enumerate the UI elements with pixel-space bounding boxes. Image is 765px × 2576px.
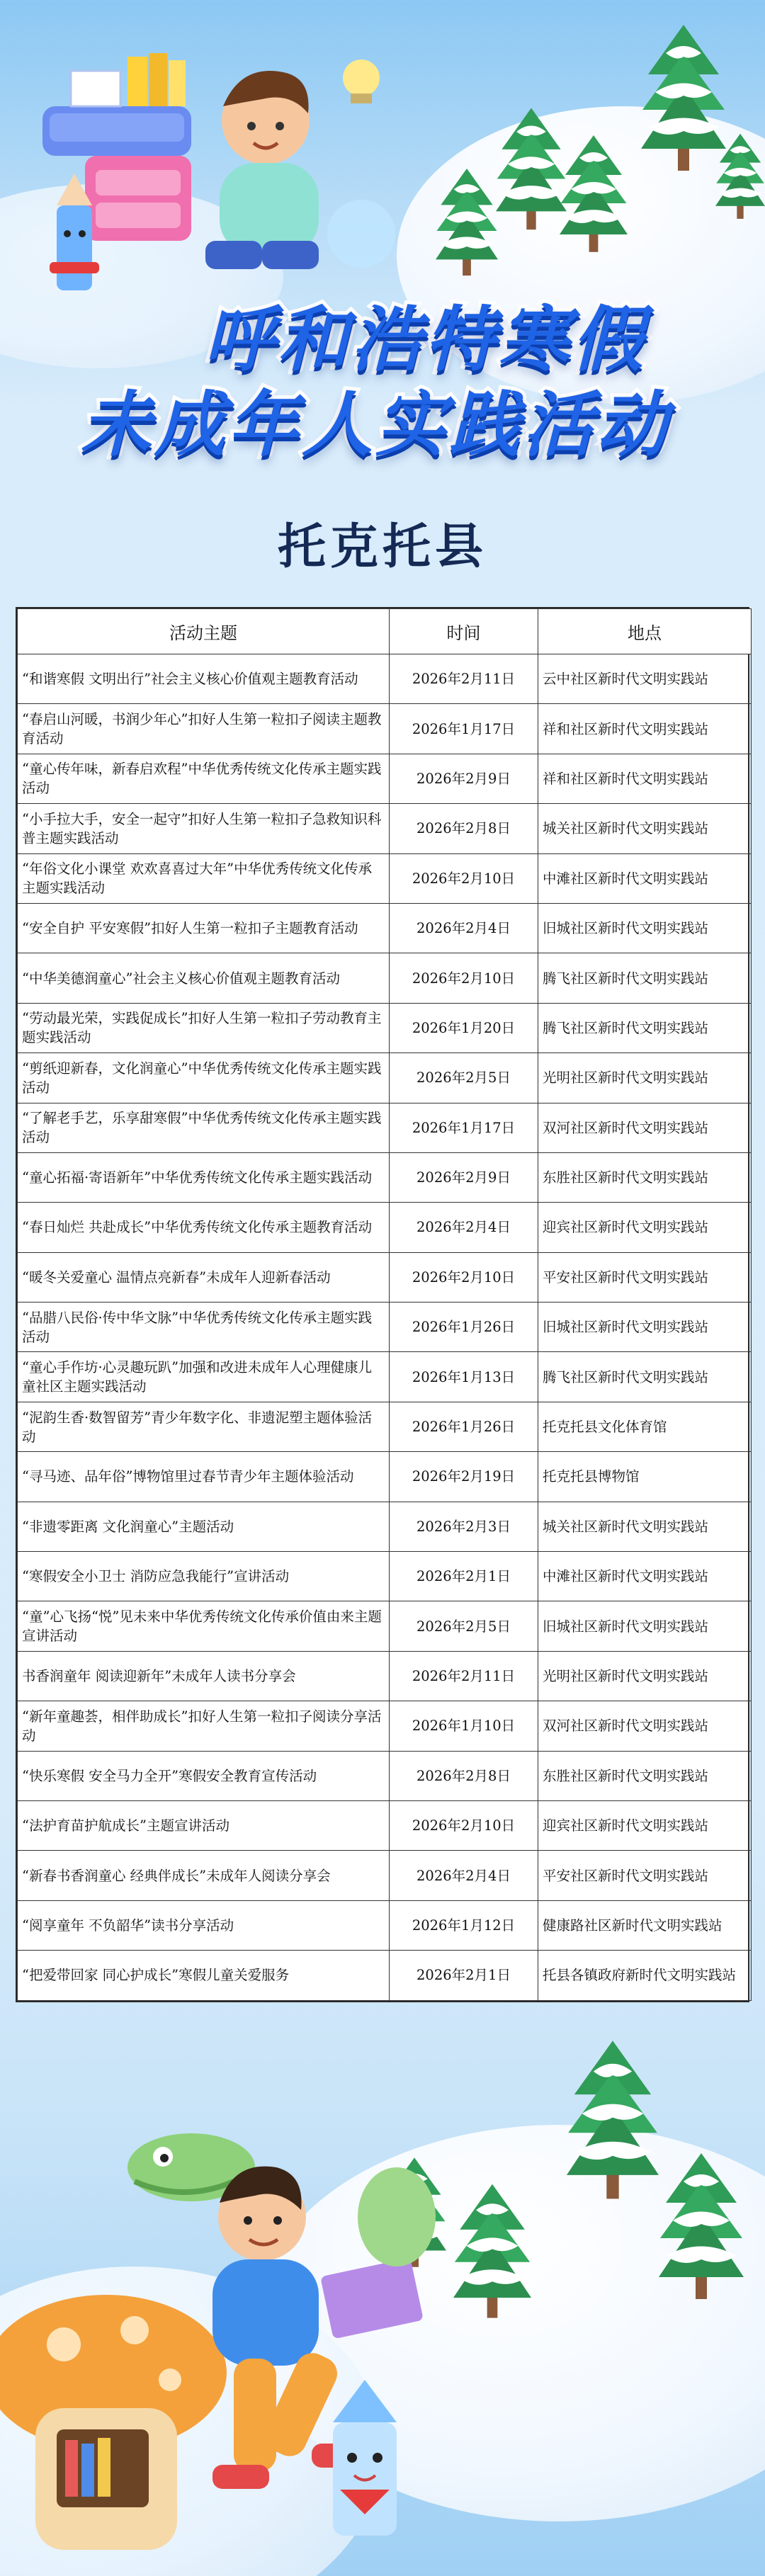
cell-theme: “和谐寒假 文明出行”社会主义核心价值观主题教育活动 <box>18 654 390 704</box>
cell-time: 2026年2月5日 <box>390 1053 538 1103</box>
cell-place: 托克托县博物馆 <box>538 1452 752 1502</box>
boy-studying-illustration <box>28 28 397 329</box>
table-row <box>18 704 752 754</box>
table-row <box>18 903 752 953</box>
cell-theme: “安全自护 平安寒假”扣好人生第一粒扣子主题教育活动 <box>18 903 390 953</box>
cell-time: 2026年1月13日 <box>390 1352 538 1402</box>
table-row <box>18 754 752 803</box>
cell-place: 云中社区新时代文明实践站 <box>538 654 752 704</box>
table-row <box>18 1601 752 1651</box>
cell-theme: “寻马迹、品年俗”博物馆里过春节青少年主题体验活动 <box>18 1452 390 1502</box>
cell-time: 2026年2月10日 <box>390 1252 538 1302</box>
table-row <box>18 1651 752 1701</box>
table-row <box>18 1851 752 1900</box>
cell-time: 2026年1月10日 <box>390 1701 538 1751</box>
table-row <box>18 853 752 903</box>
table-header-row <box>18 609 752 654</box>
table-row <box>18 1152 752 1202</box>
cell-place: 双河社区新时代文明实践站 <box>538 1701 752 1751</box>
cell-place: 光明社区新时代文明实践站 <box>538 1651 752 1701</box>
table-row <box>18 1751 752 1800</box>
cell-time: 2026年2月10日 <box>390 853 538 903</box>
snowy-tree-icon <box>641 25 726 176</box>
cell-time: 2026年1月17日 <box>390 1103 538 1152</box>
cell-time: 2026年2月9日 <box>390 754 538 803</box>
table-row <box>18 1452 752 1502</box>
cell-theme: “春启山河暖，书润少年心”扣好人生第一粒扣子阅读主题教育活动 <box>18 704 390 754</box>
cell-place: 旧城社区新时代文明实践站 <box>538 1601 752 1651</box>
table-row <box>18 1003 752 1052</box>
table-row <box>18 1252 752 1302</box>
cell-theme: “了解老手艺，乐享甜寒假”中华优秀传统文化传承主题实践活动 <box>18 1103 390 1152</box>
table-row <box>18 654 752 704</box>
cell-place: 祥和社区新时代文明实践站 <box>538 754 752 803</box>
cell-theme: “中华美德润童心”社会主义核心价值观主题教育活动 <box>18 953 390 1003</box>
cell-time: 2026年2月10日 <box>390 1800 538 1850</box>
snowy-tree-icon <box>659 2153 744 2305</box>
cell-theme: “阅享童年 不负韶华”读书分享活动 <box>18 1900 390 1950</box>
title-line-2: 未成年人实践活动 <box>81 383 670 466</box>
cell-theme: “泥韵生香·数智留芳”青少年数字化、非遗泥塑主题体验活动 <box>18 1402 390 1451</box>
cell-place: 旧城社区新时代文明实践站 <box>538 1303 752 1352</box>
snowy-tree-icon <box>560 135 628 258</box>
title-line-1: 呼和浩特寒假 <box>204 298 646 381</box>
cell-place: 双河社区新时代文明实践站 <box>538 1103 752 1152</box>
header-time: 时间 <box>390 609 538 654</box>
table-row <box>18 804 752 853</box>
county-name: 托克托县 <box>277 519 487 575</box>
cell-place: 城关社区新时代文明实践站 <box>538 1502 752 1551</box>
cell-time: 2026年1月12日 <box>390 1900 538 1950</box>
cell-theme: “快乐寒假 安全马力全开”寒假安全教育宣传活动 <box>18 1751 390 1800</box>
cell-theme: “年俗文化小课堂 欢欢喜喜过大年”中华优秀传统文化传承主题实践活动 <box>18 853 390 903</box>
cell-time: 2026年1月26日 <box>390 1402 538 1451</box>
cell-time: 2026年2月11日 <box>390 1651 538 1701</box>
cell-theme: “法护育苗护航成长”主题宣讲活动 <box>18 1800 390 1850</box>
cell-time: 2026年1月17日 <box>390 704 538 754</box>
table-row <box>18 1502 752 1551</box>
cell-place: 迎宾社区新时代文明实践站 <box>538 1203 752 1252</box>
cell-theme: “剪纸迎新春，文化润童心”中华优秀传统文化传承主题实践活动 <box>18 1053 390 1103</box>
cell-time: 2026年2月1日 <box>390 1552 538 1601</box>
cell-time: 2026年2月1日 <box>390 1951 538 2000</box>
cell-place: 平安社区新时代文明实践站 <box>538 1851 752 1900</box>
cell-theme: “春日灿烂 共赴成长”中华优秀传统文化传承主题教育活动 <box>18 1203 390 1252</box>
cell-time: 2026年2月19日 <box>390 1452 538 1502</box>
cell-place: 迎宾社区新时代文明实践站 <box>538 1800 752 1850</box>
cell-place: 东胜社区新时代文明实践站 <box>538 1152 752 1202</box>
cell-place: 光明社区新时代文明实践站 <box>538 1053 752 1103</box>
cell-theme: “劳动最光荣，实践促成长”扣好人生第一粒扣子劳动教育主题实践活动 <box>18 1003 390 1052</box>
table-row <box>18 1053 752 1103</box>
cell-time: 2026年1月20日 <box>390 1003 538 1052</box>
cell-theme: “寒假安全小卫士 消防应急我能行”宣讲活动 <box>18 1552 390 1601</box>
cell-time: 2026年2月5日 <box>390 1601 538 1651</box>
cell-place: 托县各镇政府新时代文明实践站 <box>538 1951 752 2000</box>
cell-theme: “暖冬关爱童心 温情点亮新春”未成年人迎新春活动 <box>18 1252 390 1302</box>
table-row <box>18 1900 752 1950</box>
cell-time: 2026年2月3日 <box>390 1502 538 1551</box>
cell-time: 2026年2月10日 <box>390 953 538 1003</box>
table-row <box>18 953 752 1003</box>
cell-theme: “童心拓福·寄语新年”中华优秀传统文化传承主题实践活动 <box>18 1152 390 1202</box>
cell-place: 平安社区新时代文明实践站 <box>538 1252 752 1302</box>
cell-theme: “新年童趣荟，相伴助成长”扣好人生第一粒扣子阅读分享活动 <box>18 1701 390 1751</box>
boy-laptop-illustration <box>0 2118 510 2574</box>
cell-place: 祥和社区新时代文明实践站 <box>538 704 752 754</box>
table-row <box>18 1402 752 1451</box>
table-row <box>18 1303 752 1352</box>
cell-place: 腾飞社区新时代文明实践站 <box>538 1352 752 1402</box>
cell-theme: “品腊八民俗·传中华文脉”中华优秀传统文化传承主题实践活动 <box>18 1303 390 1352</box>
header-place: 地点 <box>538 609 752 654</box>
cell-place: 城关社区新时代文明实践站 <box>538 804 752 853</box>
cell-time: 2026年2月11日 <box>390 654 538 704</box>
cell-place: 健康路社区新时代文明实践站 <box>538 1900 752 1950</box>
cell-time: 2026年2月4日 <box>390 903 538 953</box>
cell-theme: “新春书香润童心 经典伴成长”未成年人阅读分享会 <box>18 1851 390 1900</box>
cell-time: 2026年2月4日 <box>390 1203 538 1252</box>
table-row <box>18 1800 752 1850</box>
cell-time: 2026年2月4日 <box>390 1851 538 1900</box>
cell-time: 2026年2月8日 <box>390 804 538 853</box>
cell-place: 东胜社区新时代文明实践站 <box>538 1751 752 1800</box>
snowy-tree-icon <box>715 127 765 229</box>
snowy-tree-icon <box>567 2040 659 2206</box>
cell-place: 旧城社区新时代文明实践站 <box>538 903 752 953</box>
snowy-tree-icon <box>496 106 567 237</box>
cell-theme: “童心传年味，新春启欢程”中华优秀传统文化传承主题实践活动 <box>18 754 390 803</box>
cell-place: 腾飞社区新时代文明实践站 <box>538 1003 752 1052</box>
poster-title <box>0 297 765 467</box>
table-row <box>18 1203 752 1252</box>
cell-theme: “小手拉大手，安全一起守”扣好人生第一粒扣子急救知识科普主题实践活动 <box>18 804 390 853</box>
cell-place: 中滩社区新时代文明实践站 <box>538 1552 752 1601</box>
table-row <box>18 1552 752 1601</box>
activity-table <box>16 607 749 2002</box>
cell-place: 腾飞社区新时代文明实践站 <box>538 953 752 1003</box>
cell-time: 2026年1月26日 <box>390 1303 538 1352</box>
cell-theme: “童心手作坊·心灵趣玩趴”加强和改进未成年人心理健康儿童社区主题实践活动 <box>18 1352 390 1402</box>
table-row <box>18 1701 752 1751</box>
cell-theme: “童”心飞扬“悦”见未来中华优秀传统文化传承价值由来主题宣讲活动 <box>18 1601 390 1651</box>
table-row <box>18 1951 752 2000</box>
table-row <box>18 1352 752 1402</box>
header-theme: 活动主题 <box>18 609 390 654</box>
cell-theme: 书香润童年 阅读迎新年”未成年人读书分享会 <box>18 1651 390 1701</box>
cell-theme: “非遗零距离 文化润童心”主题活动 <box>18 1502 390 1551</box>
cell-time: 2026年2月8日 <box>390 1751 538 1800</box>
cell-place: 中滩社区新时代文明实践站 <box>538 853 752 903</box>
cell-place: 托克托县文化体育馆 <box>538 1402 752 1451</box>
table-row <box>18 1103 752 1152</box>
cell-time: 2026年2月9日 <box>390 1152 538 1202</box>
snowy-tree-icon <box>436 166 498 283</box>
cell-theme: “把爱带回家 同心护成长”寒假儿童关爱服务 <box>18 1951 390 2000</box>
